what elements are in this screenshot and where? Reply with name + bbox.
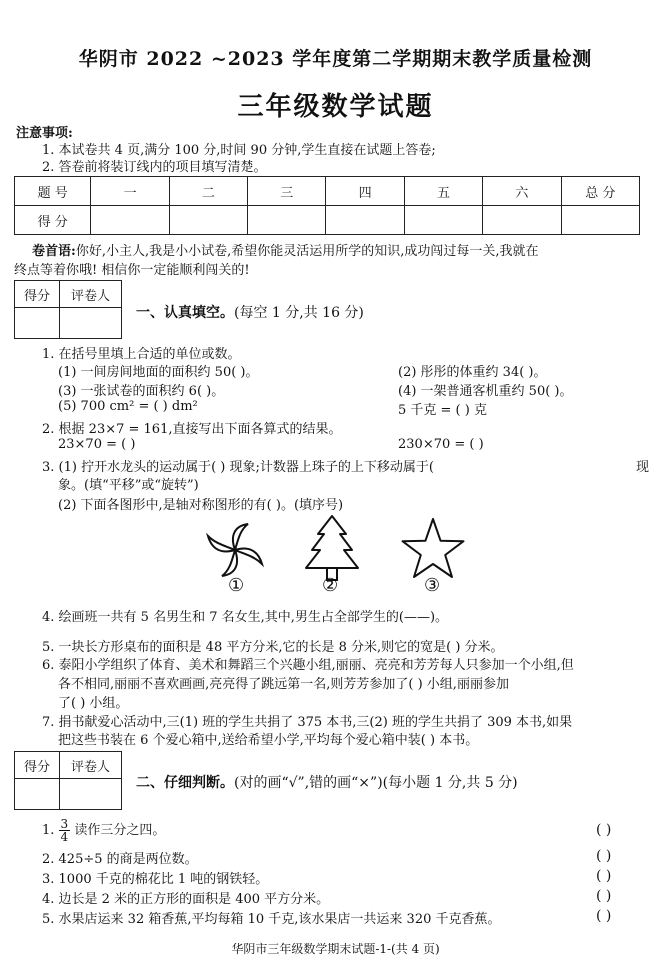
score-input-cell[interactable] (561, 206, 639, 235)
notes-item-1: 1. 本试卷共 4 页,满分 100 分,时间 90 分钟,学生直接在试题上答卷; (42, 143, 436, 158)
score-table-header-row (15, 177, 640, 206)
preface-text: 你好,小主人,我是小小试卷,希望你能灵活运用所学的知识,成功闯过每一关,我就在 (75, 244, 539, 259)
score-table-cell: 三 (248, 177, 326, 206)
answer-paren-2[interactable]: ( ) (596, 848, 612, 864)
grader-score-cell[interactable] (15, 779, 60, 810)
grader-reviewer-label: 评卷人 (60, 281, 122, 308)
answer-paren-4[interactable]: ( ) (596, 888, 612, 904)
grader-box-2 (14, 751, 122, 810)
s2-q1 (42, 818, 165, 843)
s1-q3-1a: 3. (1) 拧开水龙头的运动属于( ) 现象;计数器上珠子的上下移动属于( (42, 460, 434, 475)
answer-paren-1[interactable]: ( ) (596, 822, 612, 838)
section1-title: 一、认真填空。 (136, 305, 234, 321)
score-input-cell[interactable] (248, 206, 326, 235)
s1-q2: 2. 根据 23×7 = 161,直接写出下面各算式的结果。 (42, 422, 342, 437)
grader-reviewer-label: 评卷人 (60, 752, 122, 779)
tree-figure (300, 514, 364, 584)
s1-q2-a: 23×70 = ( ) (58, 437, 136, 452)
score-input-cell[interactable] (404, 206, 482, 235)
figure-label-2: ② (322, 575, 339, 596)
score-table-cell: 六 (483, 177, 561, 206)
s1-q4: 4. 绘画班一共有 5 名男生和 7 名女生,其中,男生占全部学生的(——)。 (42, 610, 449, 625)
s1-q1-4: (4) 一架普通客机重约 50( )。 (398, 384, 573, 399)
s1-q7-line-2: 把这些书装在 6 个爱心箱中,送给希望小学,平均每个爱心箱中装( ) 本书。 (58, 733, 479, 748)
notes-heading: 注意事项: (16, 126, 73, 141)
figure-label-1: ① (228, 575, 245, 596)
grader-score-cell[interactable] (15, 308, 60, 339)
s1-q3-2: (2) 下面各图形中,是轴对称图形的有( )。(填序号) (58, 498, 344, 513)
score-table (14, 176, 640, 235)
s1-q1-1: (1) 一间房间地面的面积约 50( )。 (58, 365, 259, 380)
grader-reviewer-cell[interactable] (60, 779, 122, 810)
score-table-cell: 得 分 (15, 206, 91, 235)
s2-q2: 2. 425÷5 的商是两位数。 (42, 852, 198, 867)
figure-label-3: ③ (424, 575, 441, 596)
pinwheel-figure (200, 518, 270, 582)
grader-score-label: 得分 (15, 281, 60, 308)
page-footer: 华阴市三年级数学期末试题-1-(共 4 页) (231, 942, 440, 956)
grader-score-label: 得分 (15, 752, 60, 779)
s1-q1-3: (3) 一张试卷的面积约 6( )。 (58, 384, 225, 399)
section1-note: (每空 1 分,共 16 分) (234, 305, 364, 321)
s1-q3-1a-end: 现 (636, 460, 650, 475)
score-input-cell[interactable] (169, 206, 247, 235)
exam-subject-title: 三年级数学试题 (237, 92, 434, 122)
score-table-cell: 二 (169, 177, 247, 206)
s1-q6-line-3: 了( ) 小组。 (58, 696, 129, 711)
s1-q1-2: (2) 彤彤的体重约 34( )。 (398, 365, 547, 380)
score-table-cell: 五 (404, 177, 482, 206)
s1-q5: 5. 一块长方形桌布的面积是 48 平方分米,它的长是 8 分米,则它的宽是( ) 分米。 (42, 640, 504, 655)
section1-heading (136, 302, 364, 322)
star-figure (400, 516, 466, 580)
grader-box-1 (14, 280, 122, 339)
score-table-cell: 题 号 (15, 177, 91, 206)
exam-header-title: 华阴市 2022 ~2023 学年度第二学期期末教学质量检测 (78, 48, 593, 70)
section2-heading (136, 772, 518, 792)
fraction-numerator: 3 (60, 817, 69, 831)
s1-q1-5b: 5 千克 = ( ) 克 (398, 403, 487, 418)
s1-q3-1b: 象。(填“平移”或“旋转”) (58, 478, 199, 493)
preface-line-2: 终点等着你哦! 相信你一定能顺利闯关的! (14, 263, 250, 278)
answer-paren-3[interactable]: ( ) (596, 868, 612, 884)
section2-note: (对的画“√”,错的画“×”)(每小题 1 分,共 5 分) (234, 775, 518, 791)
score-table-score-row (15, 206, 640, 235)
s1-q1-5a: (5) 700 cm² = ( ) dm² (58, 399, 198, 414)
s1-q6-line-2: 各不相同,丽丽不喜欢画画,亮亮得了跳远第一名,则芳芳参加了( ) 小组,丽丽参加 (58, 677, 509, 692)
score-table-cell: 四 (326, 177, 404, 206)
s2-q5: 5. 水果店运来 32 箱香蕉,平均每箱 10 千克,该水果店一共运来 320 千克香蕉。 (42, 912, 501, 927)
s1-q1: 1. 在括号里填上合适的单位或数。 (42, 347, 241, 362)
s2-q3: 3. 1000 千克的棉花比 1 吨的钢铁轻。 (42, 872, 269, 887)
s1-q2-b: 230×70 = ( ) (398, 437, 484, 452)
section2-title: 二、仔细判断。 (136, 775, 234, 791)
score-table-cell: 总 分 (561, 177, 639, 206)
s2-q1-text: 读作三分之四。 (74, 823, 166, 838)
notes-item-2: 2. 答卷前将装订线内的项目填写清楚。 (42, 160, 267, 175)
answer-paren-5[interactable]: ( ) (596, 908, 612, 924)
score-input-cell[interactable] (91, 206, 169, 235)
fraction-denominator: 4 (60, 830, 69, 844)
preface-label: 卷首语: (32, 244, 76, 259)
grader-reviewer-cell[interactable] (60, 308, 122, 339)
preface-line-1 (32, 240, 538, 259)
s1-q7-line-1: 7. 捐书献爱心活动中,三(1) 班的学生共捐了 375 本书,三(2) 班的学生共捐了 309 本书,如果 (42, 715, 573, 730)
s1-q6-line-1: 6. 泰阳小学组织了体育、美术和舞蹈三个兴趣小组,丽丽、亮亮和芳芳每人只参加一个小组,但 (42, 658, 574, 673)
score-input-cell[interactable] (483, 206, 561, 235)
fraction-three-quarters (59, 818, 71, 843)
score-table-cell: 一 (91, 177, 169, 206)
s2-q1-number: 1. (42, 823, 55, 838)
s2-q4: 4. 边长是 2 米的正方形的面积是 400 平方分米。 (42, 892, 330, 907)
score-input-cell[interactable] (326, 206, 404, 235)
